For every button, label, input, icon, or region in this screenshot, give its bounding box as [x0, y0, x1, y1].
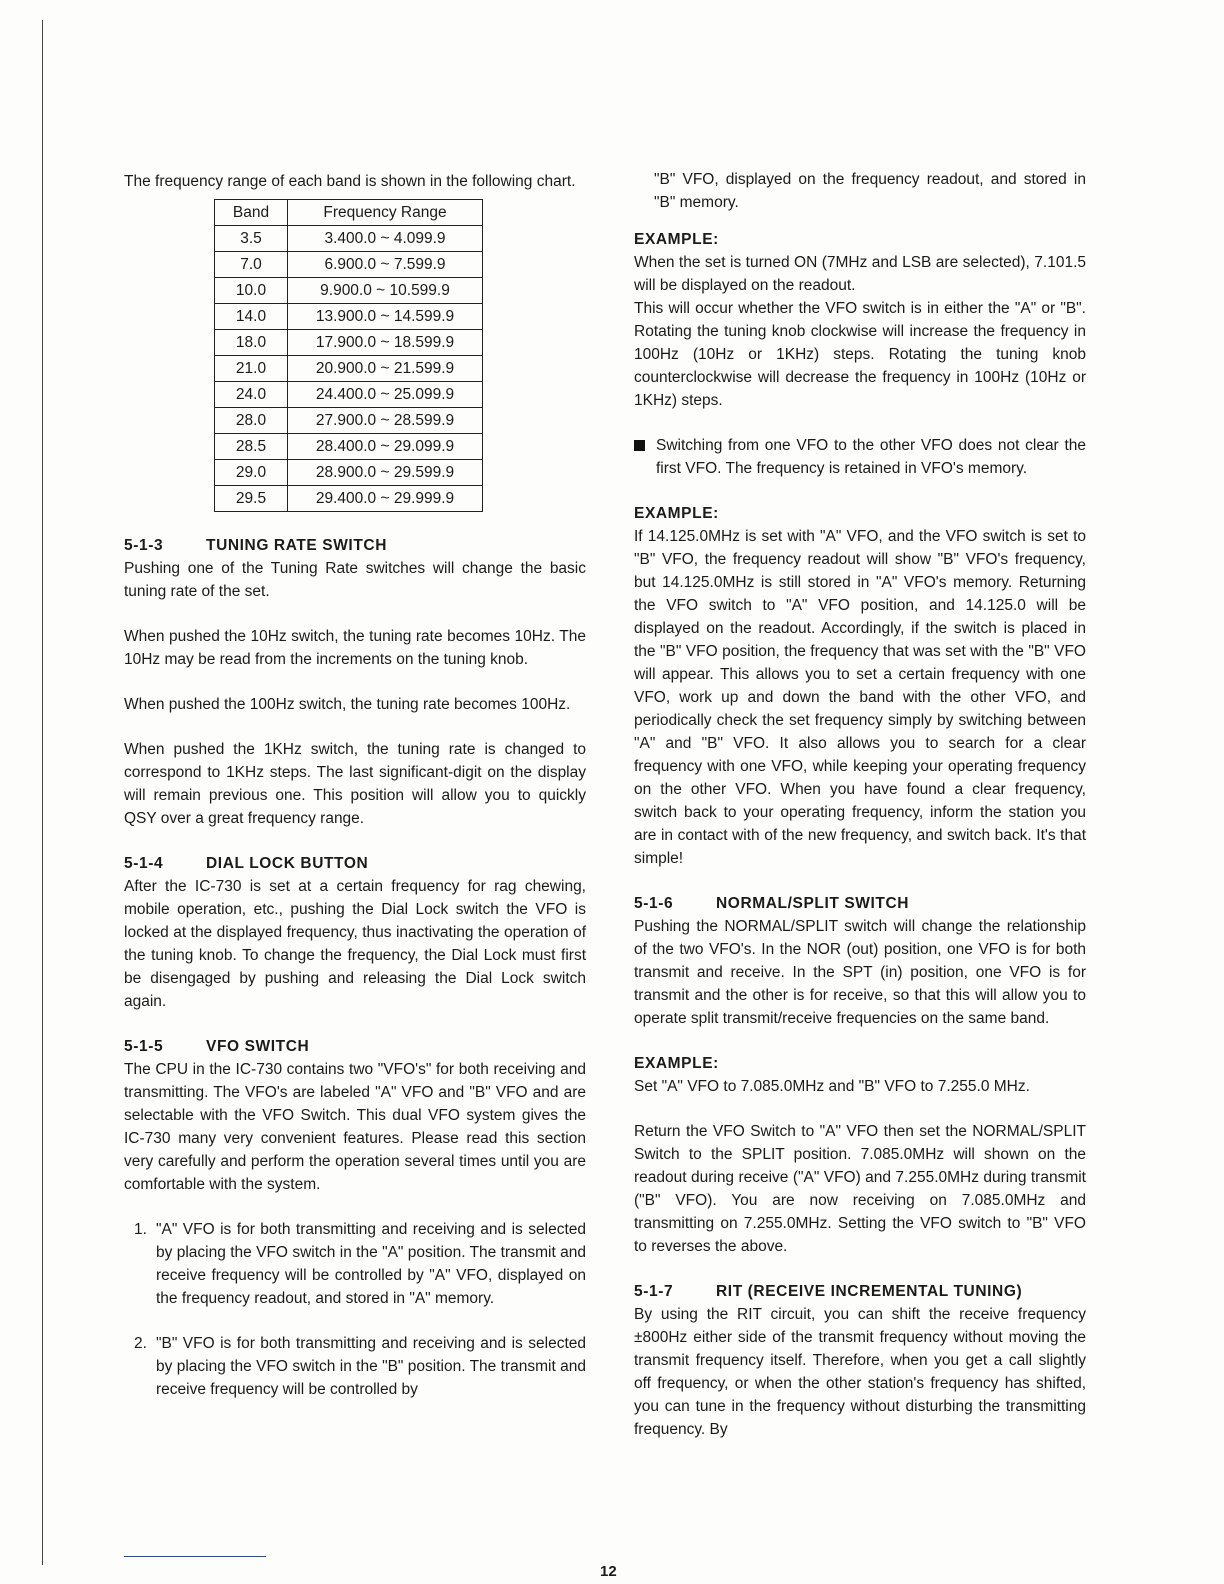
band-cell: 7.0: [215, 252, 288, 278]
paragraph: Set "A" VFO to 7.085.0MHz and "B" VFO to 7.255.0 MHz.: [634, 1078, 1030, 1095]
paragraph: Pushing one of the Tuning Rate switches will change the basic tuning rate of the set.: [124, 560, 586, 600]
frequency-range-cell: 20.900.0 ~ 21.599.9: [288, 356, 483, 382]
example-label: EXAMPLE:: [634, 231, 719, 248]
page-number: 12: [600, 1563, 617, 1580]
frequency-range-cell: 6.900.0 ~ 7.599.9: [288, 252, 483, 278]
band-cell: 3.5: [215, 226, 288, 252]
right-column: [634, 168, 1086, 1441]
list-item: [124, 1332, 586, 1401]
table-row: [215, 408, 483, 434]
section-number: 5-1-4: [124, 855, 164, 872]
section-title: TUNING RATE SWITCH: [206, 537, 387, 554]
intro-paragraph: The frequency range of each band is shown in the following chart.: [124, 173, 576, 190]
table-row: [215, 486, 483, 512]
section-5-1-5-heading: [124, 1035, 586, 1058]
band-cell: 21.0: [215, 356, 288, 382]
table-header-frequency-range: Frequency Range: [288, 200, 483, 226]
band-cell: 10.0: [215, 278, 288, 304]
vfo-list: [124, 1218, 586, 1401]
list-text: "B" VFO is for both transmitting and receiving and is selected by placing the VFO switch in the "B" position. The transmit and receive frequency will be controlled by: [156, 1335, 586, 1398]
square-bullet-icon: [634, 440, 645, 451]
frequency-range-cell: 3.400.0 ~ 4.099.9: [288, 226, 483, 252]
paragraph: Return the VFO Switch to "A" VFO then set the NORMAL/SPLIT Switch to the SPLIT position. 7.085.0MHz will shown on the readout during receive ("A" VFO) and 7.255.0MHz during transmit ("B" VFO). You are now receiving on 7.085.0MHz and transmitting on 7.255.0MHz. Setting the VFO switch to "B" VFO to reverses the above.: [634, 1123, 1086, 1255]
band-cell: 29.5: [215, 486, 288, 512]
paragraph: After the IC-730 is set at a certain frequency for rag chewing, mobile operation, etc., pushing the Dial Lock switch the VFO is locked at the displayed frequency, thus inactivating the operation of the tuning knob. To change the frequency, the Dial Lock must first be disengaged by pushing and releasing the Dial Lock switch again.: [124, 878, 586, 1010]
table-row: [215, 330, 483, 356]
table-row: [215, 460, 483, 486]
section-5-1-4-heading: [124, 852, 586, 875]
band-cell: 29.0: [215, 460, 288, 486]
table-row: [215, 278, 483, 304]
section-title: VFO SWITCH: [206, 1038, 310, 1055]
example-label: EXAMPLE:: [634, 505, 719, 522]
paragraph: The CPU in the IC-730 contains two "VFO's" for both receiving and transmitting. The VFO's are labeled "A" VFO and "B" VFO and are selectable with the VFO Switch. This dual VFO system gives the IC-730 many very convenient features. Please read this section very carefully and perform the operation several times until you are comfortable with the system.: [124, 1061, 586, 1193]
table-row: [215, 434, 483, 460]
list-number: 2.: [134, 1335, 147, 1352]
left-column: [124, 170, 586, 1401]
table-row: [215, 226, 483, 252]
paragraph: Pushing the NORMAL/SPLIT switch will change the relationship of the two VFO's. In the NOR (out) position, one VFO is for both transmit and receive. In the SPT (in) position, one VFO is for transmit and the other is for receive, so that this will allow you to operate split transmit/receive frequencies on the same band.: [634, 918, 1086, 1027]
frequency-range-cell: 29.400.0 ~ 29.999.9: [288, 486, 483, 512]
paragraph: When pushed the 10Hz switch, the tuning rate becomes 10Hz. The 10Hz may be read from the increments on the tuning knob.: [124, 628, 586, 668]
table-row: [215, 252, 483, 278]
list-item-continuation: "B" VFO, displayed on the frequency readout, and stored in "B" memory.: [654, 171, 1086, 211]
section-5-1-7-heading: [634, 1280, 1086, 1303]
band-cell: 28.5: [215, 434, 288, 460]
example-label: EXAMPLE:: [634, 1055, 719, 1072]
list-number: 1.: [134, 1221, 147, 1238]
band-cell: 14.0: [215, 304, 288, 330]
section-5-1-3-heading: [124, 534, 586, 557]
table-row: [215, 382, 483, 408]
bullet-text: Switching from one VFO to the other VFO does not clear the first VFO. The frequency is retained in VFO's memory.: [656, 437, 1086, 477]
table-header-row: [215, 200, 483, 226]
section-title: DIAL LOCK BUTTON: [206, 855, 369, 872]
binding-margin-line: [42, 20, 43, 1565]
section-number: 5-1-7: [634, 1283, 674, 1300]
frequency-range-cell: 28.400.0 ~ 29.099.9: [288, 434, 483, 460]
table-header-band: Band: [215, 200, 288, 226]
band-cell: 28.0: [215, 408, 288, 434]
section-number: 5-1-5: [124, 1038, 164, 1055]
paragraph: If 14.125.0MHz is set with "A" VFO, and the VFO switch is set to "B" VFO, the frequency readout will show "B" VFO's frequency, but 14.125.0MHz is still stored in "A" VFO's memory. Returning the VFO switch to "A" VFO position, and 14.125.0 will be displayed on the readout. Accordingly, if the switch is placed in the "B" VFO position, the frequency that was set with the "B" VFO will appear. This allows you to set a certain frequency with one VFO, work up and down the band with the other VFO, and periodically check the set frequency simply by switching between "A" and "B" VFO. It also allows you to search for a clear frequency with one VFO, while keeping your operating frequency on the other VFO. When you have found a clear frequency, switch back to your operating frequency, inform the station you are in contact with of the new frequency, and switch back. It's that simple!: [634, 528, 1086, 867]
section-title: NORMAL/SPLIT SWITCH: [716, 895, 910, 912]
frequency-range-cell: 17.900.0 ~ 18.599.9: [288, 330, 483, 356]
frequency-range-cell: 24.400.0 ~ 25.099.9: [288, 382, 483, 408]
frequency-range-cell: 27.900.0 ~ 28.599.9: [288, 408, 483, 434]
table-row: [215, 356, 483, 382]
paragraph: When pushed the 1KHz switch, the tuning rate is changed to correspond to 1KHz steps. The last significant-digit on the display will remain previous one. This position will allow you to quickly QSY over a great frequency range.: [124, 741, 586, 827]
section-number: 5-1-6: [634, 895, 674, 912]
paragraph: When the set is turned ON (7MHz and LSB are selected), 7.101.5 will be displayed on the readout.: [634, 254, 1086, 294]
paragraph: By using the RIT circuit, you can shift the receive frequency ±800Hz either side of the transmit frequency without moving the transmit frequency itself. Therefore, when you get a call slightly off frequency, or when the other station's frequency has shifted, you can tune in the frequency without disturbing the transmitting frequency. By: [634, 1306, 1086, 1438]
bullet-note: [634, 434, 1086, 480]
footer-rule: [124, 1556, 266, 1557]
frequency-range-cell: 28.900.0 ~ 29.599.9: [288, 460, 483, 486]
section-5-1-6-heading: [634, 892, 1086, 915]
list-text: "A" VFO is for both transmitting and receiving and is selected by placing the VFO switch in the "A" position. The transmit and receive frequency will be controlled by "A" VFO, displayed on the frequency readout, and stored in "A" memory.: [156, 1221, 586, 1307]
list-item: [124, 1218, 586, 1310]
paragraph: When pushed the 100Hz switch, the tuning rate becomes 100Hz.: [124, 696, 571, 713]
band-cell: 18.0: [215, 330, 288, 356]
table-row: [215, 304, 483, 330]
frequency-range-cell: 13.900.0 ~ 14.599.9: [288, 304, 483, 330]
band-frequency-table: [214, 199, 483, 512]
section-number: 5-1-3: [124, 537, 164, 554]
band-cell: 24.0: [215, 382, 288, 408]
frequency-range-cell: 9.900.0 ~ 10.599.9: [288, 278, 483, 304]
paragraph: This will occur whether the VFO switch is in either the "A" or "B". Rotating the tuning knob clockwise will increase the frequency in 100Hz (10Hz or 1KHz) steps. Rotating the tuning knob counterclockwise will decrease the frequency in 100Hz (10Hz or 1KHz) steps.: [634, 300, 1086, 409]
section-title: RIT (RECEIVE INCREMENTAL TUNING): [716, 1283, 1023, 1300]
